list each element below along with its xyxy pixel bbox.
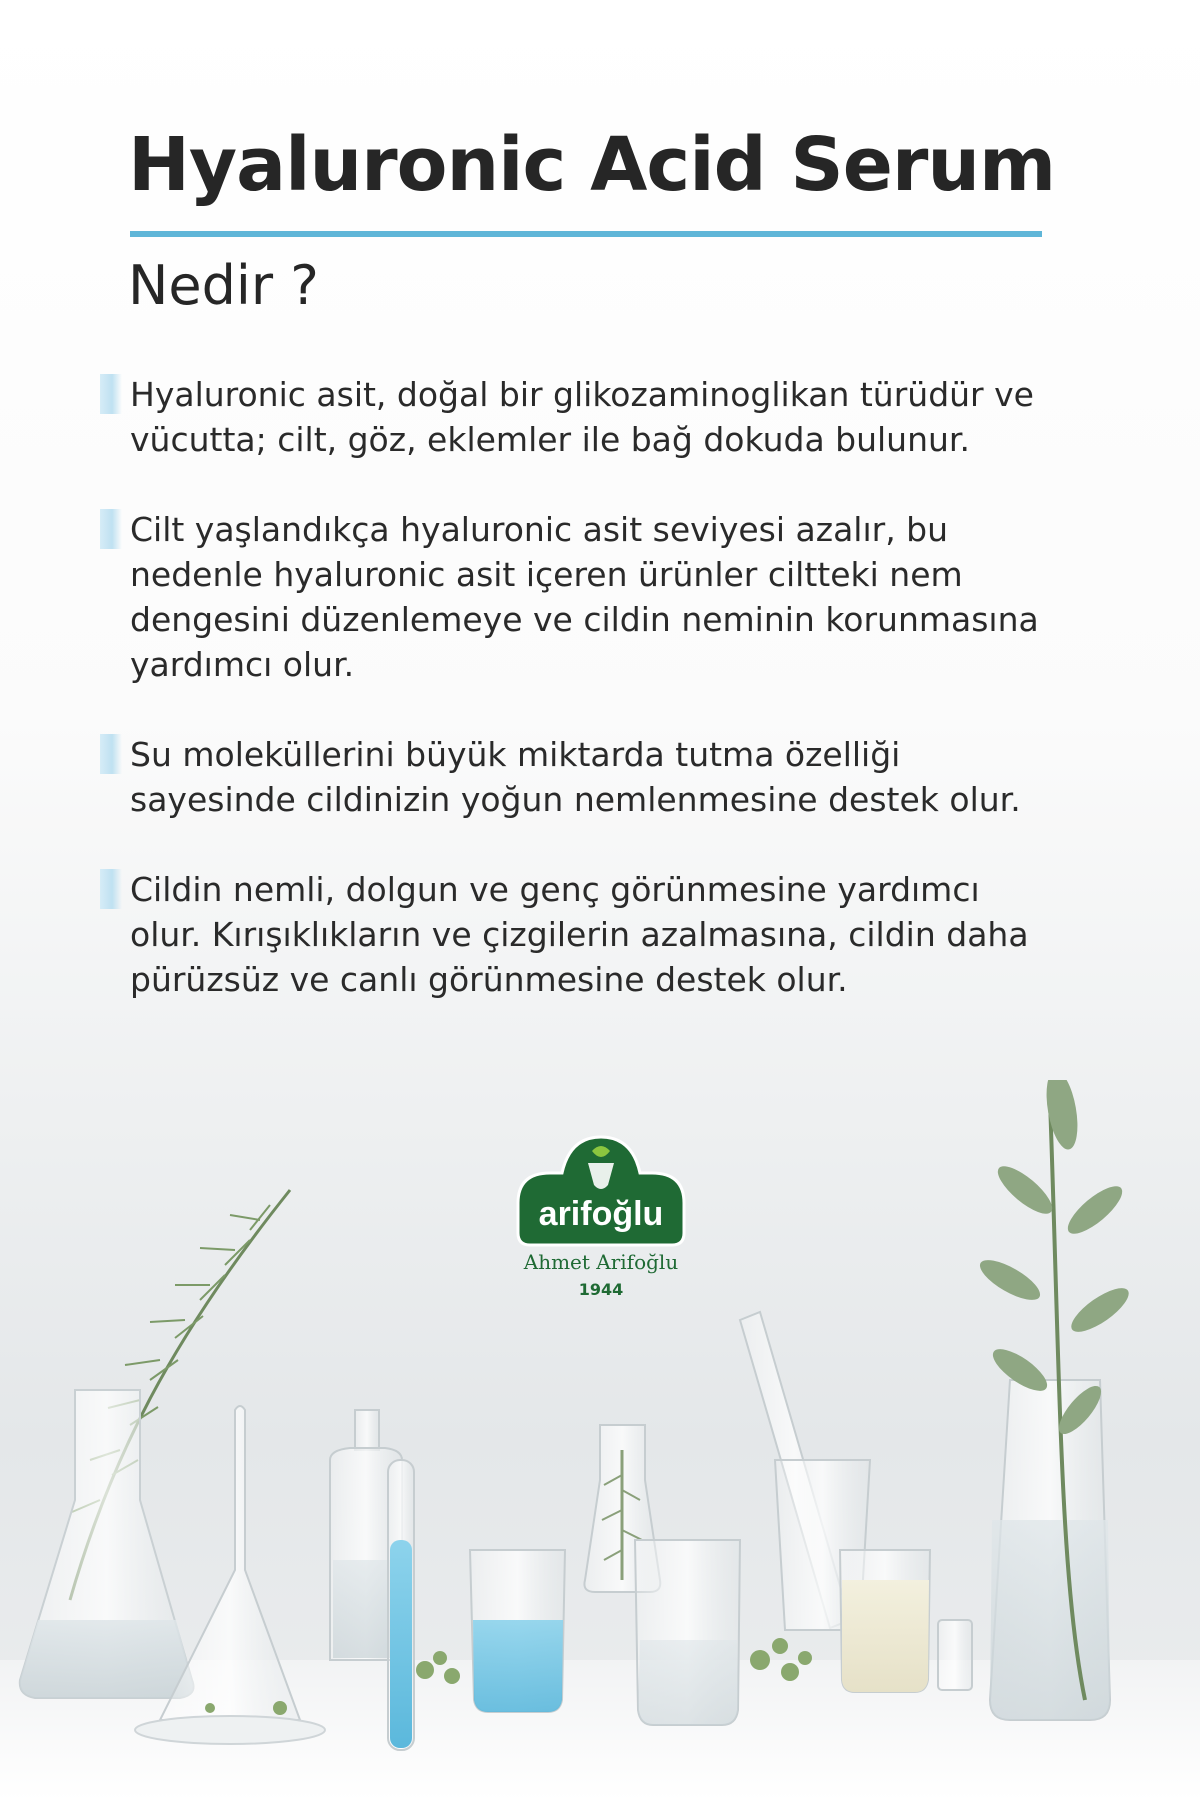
paragraph-text: Hyaluronic asit, doğal bir glikozaminoglikan türüdür ve vücutta; cilt, göz, eklemler ile bağ dokuda bulunur.: [130, 375, 1034, 459]
flask-right-with-plant: [975, 1080, 1135, 1720]
paragraph-text: Su moleküllerini büyük miktarda tutma özelliği sayesinde cildinizin yoğun nemlenmesine destek olur.: [130, 735, 1021, 819]
beaker-blue: [470, 1550, 565, 1712]
paragraph-marker: [100, 374, 122, 414]
page-subtitle: Nedir ?: [128, 254, 319, 317]
brand-wordmark: arifoğlu: [538, 1195, 664, 1233]
paragraph-text: Cilt yaşlandıkça hyaluronic asit seviyesi azalır, bu nedenle hyaluronic asit içeren ürünler ciltteki nem dengesini düzenlemeye ve cildin neminin korunmasına yardımcı olur.: [130, 510, 1039, 684]
erlenmeyer-flask-left: [20, 1390, 194, 1698]
paragraph-1: [100, 372, 1050, 462]
paragraph-marker: [100, 869, 122, 909]
paragraph-text: Cildin nemli, dolgun ve genç görünmesine yardımcı olur. Kırışıklıkların ve çizgilerin azalmasına, cildin daha pürüzsüz ve canlı görünmesine destek olur.: [130, 870, 1029, 999]
paragraph-3: [100, 732, 1050, 822]
title-underline: [130, 231, 1042, 237]
brand-tagline: Ahmet Arifoğlu: [523, 1250, 679, 1274]
beaker-oil: [840, 1550, 930, 1692]
test-tube-blue: [388, 1460, 414, 1750]
paragraph-marker: [100, 509, 122, 549]
beaker-100ml: [635, 1540, 740, 1725]
paragraph-2: [100, 507, 1050, 687]
page-title: Hyaluronic Acid Serum: [128, 122, 1056, 208]
paragraph-marker: [100, 734, 122, 774]
paragraph-4: [100, 867, 1050, 1002]
brand-year: 1944: [578, 1280, 624, 1299]
small-vial: [938, 1620, 972, 1690]
